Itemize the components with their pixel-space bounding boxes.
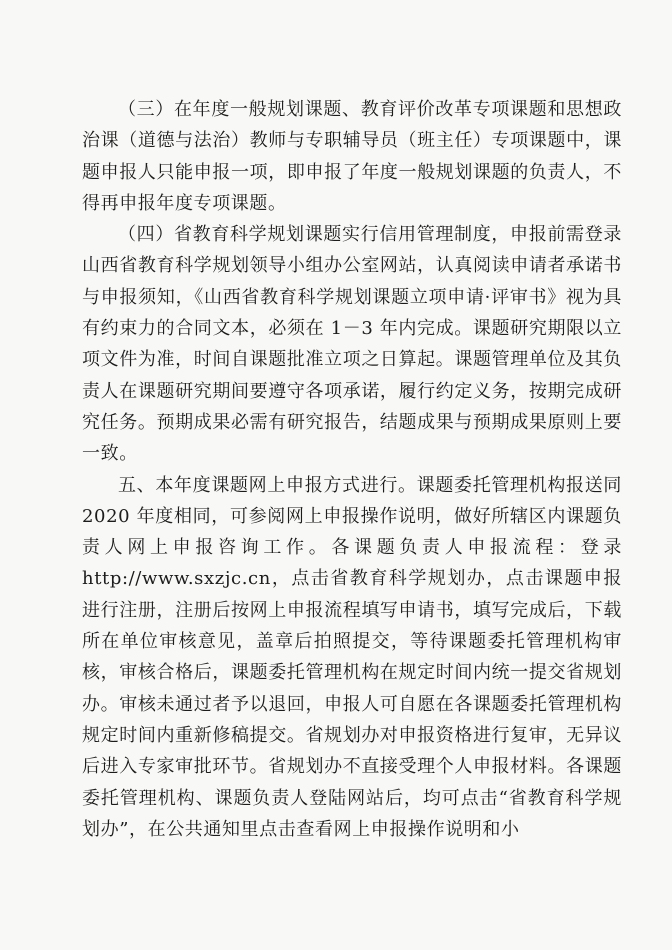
paragraph-item-three: （三）在年度一般规划课题、教育评价改革专项课题和思想政治课（道德与法治）教师与专职辅导员（班主任）专项课题中，课题申报人只能申报一项，即申报了年度一般规划课题的负责人，不得再申报年度专项课题。: [82, 99, 622, 214]
paragraph-item-four: （四）省教育科学规划课题实行信用管理制度，申报前需登录山西省教育科学规划领导小组办公室网站，认真阅读申请者承诺书与申报须知，《山西省教育科学规划课题立项申请·评审书》视为具有约束力的合同文本，必须在 1－3 年内完成。课题研究期限以立项文件为准，时间自课题批准立项之日算起。课题管理单位及其负责人在课题研究期间要遵守各项承诺，履行约定义务，按期完成研究任务。预期成果必需有研究报告，结题成果与预期成果原则上要一致。: [82, 224, 622, 465]
paragraph-section-five: 五、本年度课题网上申报方式进行。课题委托管理机构报送同 2020 年度相同，可参阅网上申报操作说明，做好所辖区内课题负责人网上申报咨询工作。各课题负责人申报流程：登录 http://www.sxzjc.cn，点击省教育科学规划办，点击课题申报进行注册，注册后按网上申报流程填写申请书，填写完成后，下载所在单位审核意见，盖章后拍照提交，等待课题委托管理机构审核，审核合格后，课题委托管理机构在规定时间内统一提交省规划办。审核未通过者予以退回，申报人可自愿在各课题委托管理机构规定时间内重新修稿提交。省规划办对申报资格进行复审，无异议后进入专家审批环节。省规划办不直接受理个人申报材料。各课题委托管理机构、课题负责人登陆网站后，均可点击“省教育科学规划办”，在公共通知里点击查看网上申报操作说明和小: [82, 474, 622, 840]
document-body: [82, 94, 622, 845]
